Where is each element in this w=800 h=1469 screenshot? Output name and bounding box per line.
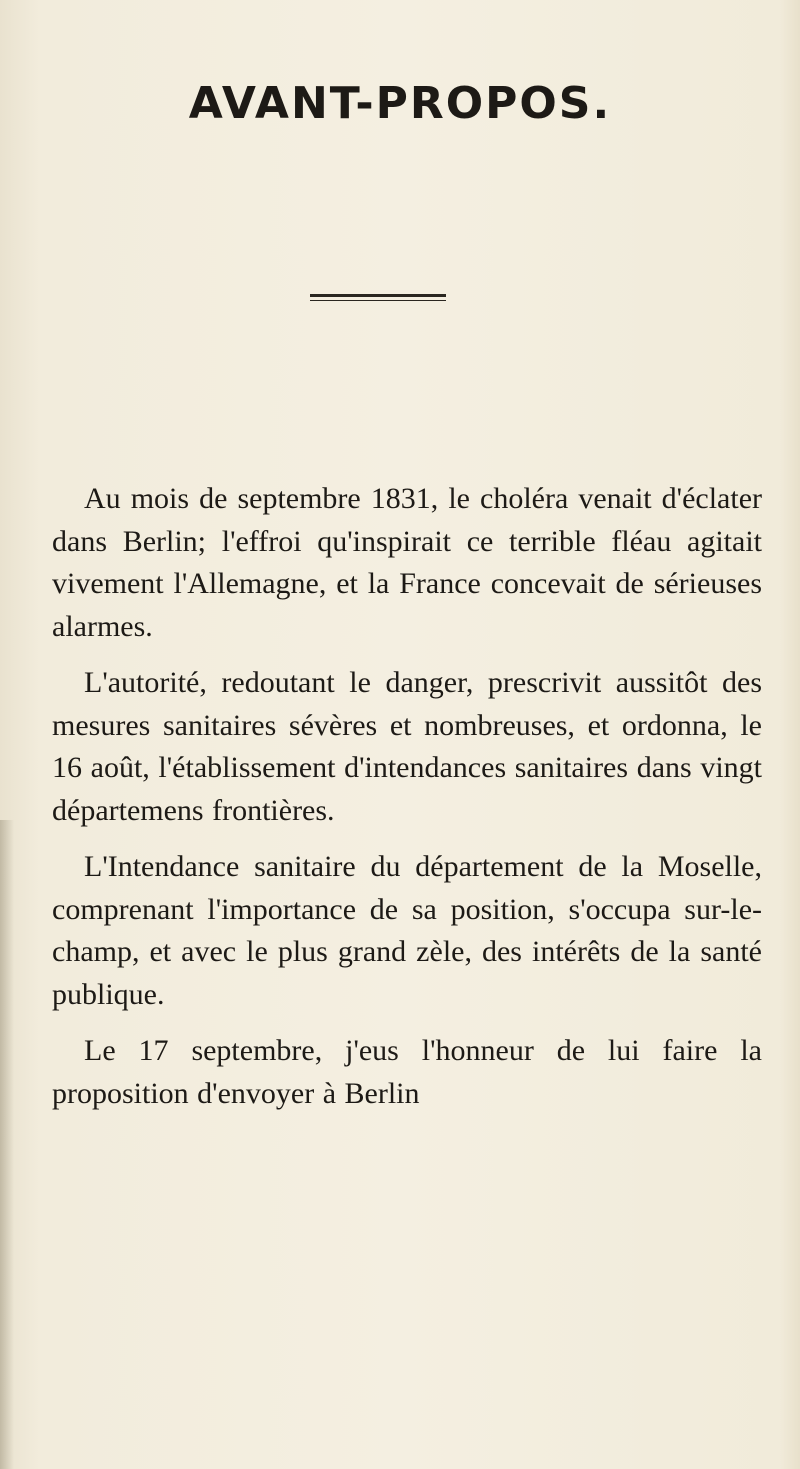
title-divider xyxy=(310,294,446,301)
divider-thick-line xyxy=(310,294,446,297)
body-text xyxy=(52,478,762,1129)
paragraph-4: Le 17 septembre, j'eus l'honneur de lui faire la proposition d'envoyer à Berlin xyxy=(52,1034,762,1110)
page-title: AVANT-PROPOS. xyxy=(188,78,612,129)
divider-thin-line xyxy=(310,300,446,301)
paragraph-1: Au mois de septembre 1831, le choléra venait d'éclater dans Berlin; l'effroi qu'inspirait ce terrible fléau agitait vivement l'Allemagne, et la France concevait de sérieuses alarmes. xyxy=(52,482,762,643)
paragraph-2: L'autorité, redoutant le danger, prescrivit aussitôt des mesures sanitaires sévères et nombreuses, et ordonna, le 16 août, l'établissement d'intendances sanitaires dans vingt départemens frontières. xyxy=(52,666,762,827)
page-gutter-shadow xyxy=(0,820,14,1469)
paragraph-3: L'Intendance sanitaire du département de la Moselle, comprenant l'importance de sa position, s'occupa sur-le-champ, et avec le plus grand zèle, des intérêts de la santé publique. xyxy=(52,850,762,1011)
